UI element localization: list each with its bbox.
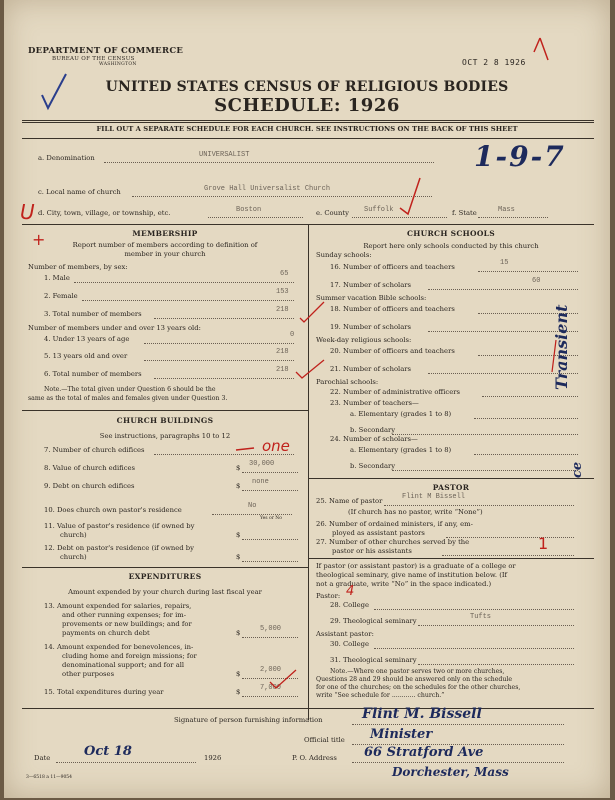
q1-value[interactable]: 65 xyxy=(280,270,289,278)
q17-value[interactable]: 60 xyxy=(532,277,541,285)
q25-hint: (If church has no pastor, write “None”) xyxy=(348,508,483,516)
denomination-value[interactable]: UNIVERSALIST xyxy=(199,151,250,159)
po-address-label: P. O. Address xyxy=(292,754,337,762)
church-name-value[interactable]: Grove Hall Universalist Church xyxy=(204,185,331,193)
q18-label: 18. Number of officers and teachers xyxy=(330,305,455,313)
q8-value[interactable]: 30,000 xyxy=(249,460,275,468)
instruction-banner: FILL OUT A SEPARATE SCHEDULE FOR EACH CHURCH. SEE INSTRUCTIONS ON THE BACK OF THIS SHEET xyxy=(96,125,518,133)
q15-value[interactable]: 7,000 xyxy=(260,684,282,692)
margin-mark-plus: + xyxy=(32,230,46,249)
expenditures-heading: EXPENDITURES xyxy=(128,572,202,581)
q8-label: 8. Value of church edifices xyxy=(44,464,136,472)
assistant-label: Assistant pastor: xyxy=(316,630,374,638)
q27-line-1: 27. Number of other churches served by the xyxy=(316,538,470,546)
q23a-label: a. Elementary (grades 1 to 8) xyxy=(350,410,452,418)
red-line-margin xyxy=(552,340,556,372)
signature-label: Signature of person furnishing information xyxy=(174,716,323,724)
college-instruction-1: If pastor (or assistant pastor) is a graduate of a college or xyxy=(316,562,516,570)
date-year: 1926 xyxy=(204,754,222,762)
q15-dollar: $ xyxy=(236,688,241,696)
signature-value[interactable]: Flint M. Bissell xyxy=(362,706,482,722)
pastor-note-4: write “See schedule for ............ church.” xyxy=(316,692,445,699)
department-name: DEPARTMENT OF COMMERCE xyxy=(28,46,184,56)
red-check-total xyxy=(296,360,324,378)
q13-dollar: $ xyxy=(236,629,241,637)
weekday-label: Week-day religious schools: xyxy=(316,336,412,344)
q4-label: 4. Under 13 years of age xyxy=(44,335,130,343)
schedule-title: SCHEDULE: 1926 xyxy=(214,95,400,116)
q10-value[interactable]: No xyxy=(248,502,257,510)
q24a-label: a. Elementary (grades 1 to 8) xyxy=(350,446,452,454)
q27-line-2: pastor or his assistants xyxy=(332,547,412,555)
handwritten-code: 1-9-7 xyxy=(474,140,566,173)
q23-label: 23. Number of teachers— xyxy=(330,399,419,407)
form-title: UNITED STATES CENSUS OF RELIGIOUS BODIES xyxy=(105,79,509,95)
sunday-label: Sunday schools: xyxy=(316,251,372,259)
q5-value[interactable]: 218 xyxy=(276,348,289,356)
q13-line-2: and other running expenses; for im- xyxy=(62,611,187,619)
q14-dollar: $ xyxy=(236,670,241,678)
membership-heading: MEMBERSHIP xyxy=(132,229,198,238)
q19-label: 19. Number of scholars xyxy=(330,323,412,331)
state-value[interactable]: Mass xyxy=(498,206,515,214)
membership-instruction-2: member in your church xyxy=(124,250,206,258)
college-instruction-2: theological seminary, give name of institution below. (If xyxy=(316,571,508,579)
q27-value[interactable]: 1 xyxy=(538,534,549,553)
q14-line-1: 14. Amount expended for benevolences, in- xyxy=(44,643,194,651)
city-value[interactable]: Boston xyxy=(236,206,262,214)
q28-label: 28. College xyxy=(330,601,370,609)
q7-label: 7. Number of church edifices xyxy=(44,446,145,454)
q20-label: 20. Number of officers and teachers xyxy=(330,347,455,355)
pastor-heading: PASTOR xyxy=(432,483,470,492)
by-age-label: Number of members under and over 13 years old: xyxy=(28,324,201,332)
q14-value[interactable]: 2,000 xyxy=(260,666,282,674)
date-label: Date xyxy=(34,754,51,762)
county-value[interactable]: Suffolk xyxy=(364,206,394,214)
q14-line-3: denominational support; and for all xyxy=(62,661,185,669)
form-number: 3—6518 a 11—9054 xyxy=(26,775,73,780)
q2-label: 2. Female xyxy=(44,292,78,300)
q12-dollar: $ xyxy=(236,553,241,561)
q10-hint: Yes or No xyxy=(260,516,282,521)
q12-label-2: church) xyxy=(60,553,87,561)
q9-dollar: $ xyxy=(236,482,241,490)
pastor-sub-label: Pastor: xyxy=(316,592,341,600)
q26-line-1: 26. Number of ordained ministers, if any, em- xyxy=(316,520,473,528)
pastor-note-1: Note.—Where one pastor serves two or more churches, xyxy=(330,668,505,675)
membership-note-2: same as the total of males and females given under Question 3. xyxy=(28,395,228,402)
q22-label: 22. Number of administrative officers xyxy=(330,388,460,396)
po-address-value[interactable]: 66 Stratford Ave xyxy=(364,745,484,760)
membership-note-1: Note.—The total given under Question 6 should be the xyxy=(44,386,216,393)
q16-label: 16. Number of officers and teachers xyxy=(330,263,455,271)
q31-label: 31. Theological seminary xyxy=(330,656,417,664)
margin-note-vertical: Transient xyxy=(552,304,571,390)
q13-line-3: provements or new buildings; and for xyxy=(62,620,192,628)
denomination-label: a. Denomination xyxy=(38,154,95,162)
q15-label: 15. Total expenditures during year xyxy=(44,688,164,696)
q6-value[interactable]: 218 xyxy=(276,366,289,374)
schools-instruction: Report here only schools conducted by this church xyxy=(363,242,539,250)
q9-value[interactable]: none xyxy=(252,478,269,486)
q26-line-2: ployed as assistant pastors xyxy=(332,529,425,537)
official-title-value[interactable]: Minister xyxy=(370,727,433,742)
red-dash-edifices xyxy=(236,448,254,450)
q4-value[interactable]: 0 xyxy=(290,331,295,339)
q11-label-1: 11. Value of pastor's residence (if owned by xyxy=(44,522,195,530)
blue-check-top-left xyxy=(42,74,66,108)
q11-label-2: church) xyxy=(60,531,87,539)
q29-label: 29. Theological seminary xyxy=(330,617,417,625)
margin-mark-u: U xyxy=(20,200,35,224)
q23b-label: b. Secondary xyxy=(350,426,396,434)
red-check-expenditures xyxy=(270,670,296,688)
q2-value[interactable]: 153 xyxy=(276,288,289,296)
check-marks-overlay xyxy=(4,0,610,798)
membership-instruction-1: Report number of members according to definition of xyxy=(72,241,258,249)
city-name: WASHINGTON xyxy=(99,62,137,67)
q9-label: 9. Debt on church edifices xyxy=(44,482,135,490)
q5-label: 5. 13 years old and over xyxy=(44,352,128,360)
by-sex-label: Number of members, by sex: xyxy=(28,263,128,271)
expenditures-instruction: Amount expended by your church during last fiscal year xyxy=(68,588,262,596)
q16-value[interactable]: 15 xyxy=(500,259,509,267)
po-address-value-2[interactable]: Dorchester, Mass xyxy=(392,765,509,779)
q13-line-4: payments on church debt xyxy=(62,629,150,637)
date-value[interactable]: Oct 18 xyxy=(84,744,132,759)
q14-line-2: cluding home and foreign missions; for xyxy=(62,652,197,660)
q13-line-1: 13. Amount expended for salaries, repairs, xyxy=(44,602,192,610)
q1-label: 1. Male xyxy=(44,274,70,282)
q13-value[interactable]: 5,000 xyxy=(260,625,282,633)
red-check-membership xyxy=(300,302,324,322)
q10-label: 10. Does church own pastor's residence xyxy=(44,506,182,514)
q30-label: 30. College xyxy=(330,640,370,648)
q11-dollar: $ xyxy=(236,531,241,539)
pastor-note-3: for one of the churches; on the schedules for the other churches, xyxy=(316,684,521,691)
q24b-label: b. Secondary xyxy=(350,462,396,470)
q14-line-4: other purposes xyxy=(62,670,115,678)
official-title-label: Official title xyxy=(304,736,345,744)
city-label: d. City, town, village, or township, etc. xyxy=(38,209,171,217)
q29-value[interactable]: Tufts xyxy=(470,613,492,621)
q25-value[interactable]: Flint M Bissell xyxy=(402,493,466,501)
buildings-heading: CHURCH BUILDINGS xyxy=(116,416,214,425)
received-stamp: OCT 2 8 1926 xyxy=(462,58,526,67)
red-check-county xyxy=(400,178,420,214)
q3-label: 3. Total number of members xyxy=(44,310,142,318)
county-label: e. County xyxy=(316,209,349,217)
red-check-stamp xyxy=(534,38,548,60)
college-instruction-3: not a graduate, write “No” in the space indicated.) xyxy=(316,580,492,588)
q17-label: 17. Number of scholars xyxy=(330,281,412,289)
q21-label: 21. Number of scholars xyxy=(330,365,412,373)
q7-value[interactable]: one xyxy=(262,437,290,455)
q25-label: 25. Name of pastor xyxy=(316,497,383,505)
parochial-label: Parochial schools: xyxy=(316,378,379,386)
q3-value[interactable]: 218 xyxy=(276,306,289,314)
pastor-note-2: Questions 28 and 29 should be answered only on the schedule xyxy=(316,676,513,683)
pastor-count-note: 4 xyxy=(346,584,355,599)
q12-label-1: 12. Debt on pastor's residence (if owned by xyxy=(44,544,194,552)
q24-label: 24. Number of scholars— xyxy=(330,435,418,443)
schools-heading: CHURCH SCHOOLS xyxy=(407,229,495,238)
q8-dollar: $ xyxy=(236,464,241,472)
margin-note-small: ce xyxy=(570,461,585,478)
census-schedule-sheet xyxy=(4,0,610,798)
bureau-name: BUREAU OF THE CENSUS xyxy=(52,56,135,62)
buildings-instruction: See instructions, paragraphs 10 to 12 xyxy=(99,432,231,440)
state-label: f. State xyxy=(452,209,477,217)
summer-label: Summer vacation Bible schools: xyxy=(316,294,427,302)
church-name-label: c. Local name of church xyxy=(38,188,121,196)
q6-label: 6. Total number of members xyxy=(44,370,142,378)
